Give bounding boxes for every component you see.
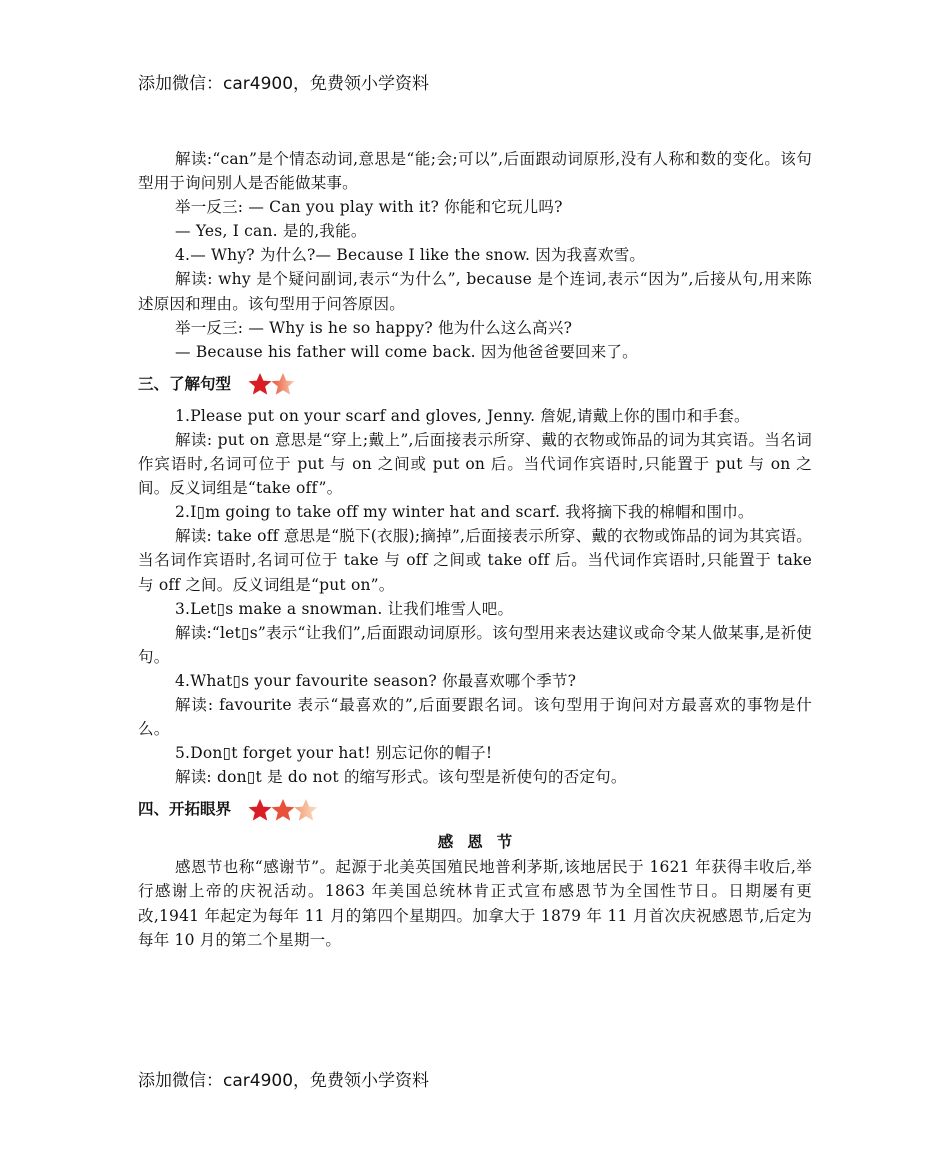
section-heading-label: 四、开拓眼界 xyxy=(138,800,232,819)
article-paragraph: 感恩节也称“感谢节”。起源于北美英国殖民地普利茅斯,该地居民于 1621 年获得丰收后,举行感谢上帝的庆祝活动。1863 年美国总统林肯正式宣布感恩节为全国性节日。日期屡有更改,1941 年起定为每年 11 月的第四个星期四。加拿大于 1879 年 11 月首次庆祝感恩节,后定为每年 10 月的第二个星期一。 xyxy=(138,858,812,949)
paragraph: 解读: put on 意思是“穿上;戴上”,后面接表示所穿、戴的衣物或饰品的词为其宾语。当名词作宾语时,名词可位于 put 与 on 之间或 put on 后。当代词作宾语时,只能置于 put 与 on 之间。反义词组是“take off”。 xyxy=(138,430,812,498)
paragraph: 2.I▯m going to take off my winter hat and scarf. 我将摘下我的棉帽和围巾。 xyxy=(175,503,754,522)
paragraph: 解读: don▯t 是 do not 的缩写形式。该句型是祈使句的否定句。 xyxy=(175,768,627,787)
difficulty-stars xyxy=(247,798,316,822)
paragraph: 解读:“can”是个情态动词,意思是“能;会;可以”,后面跟动词原形,没有人称和数的变化。该句型用于询问别人是否能做某事。 xyxy=(138,150,812,193)
paragraph: — Yes, I can. 是的,我能。 xyxy=(175,222,367,241)
difficulty-stars xyxy=(247,372,293,396)
paragraph: 4.What▯s your favourite season? 你最喜欢哪个季节? xyxy=(175,671,577,690)
paragraph: 3.Let▯s make a snowman. 让我们堆雪人吧。 xyxy=(175,599,514,618)
paragraph: 解读: favourite 表示“最喜欢的”,后面要跟名词。该句型用于询问对方最喜欢的事物是什么。 xyxy=(138,695,812,739)
header-watermark-text: 添加微信：car4900，免费领小学资料 xyxy=(138,74,430,94)
star-faded-icon xyxy=(293,798,319,822)
article-title: 感恩节 xyxy=(437,833,527,852)
paragraph: 举一反三: — Can you play with it? 你能和它玩儿吗? xyxy=(175,198,563,217)
section-heading-label: 三、了解句型 xyxy=(138,374,232,393)
section-heading xyxy=(138,793,812,826)
document-body xyxy=(138,147,812,952)
paragraph: 1.Please put on your scarf and gloves, Jenny. 詹妮,请戴上你的围巾和手套。 xyxy=(175,406,750,425)
paragraph: — Because his father will come back. 因为他爸爸要回来了。 xyxy=(175,342,638,361)
paragraph: 4.— Why? 为什么?— Because I like the snow. 因为我喜欢雪。 xyxy=(175,246,646,265)
paragraph: 解读:“let▯s”表示“让我们”,后面跟动词原形。该句型用来表达建议或命令某人做某事,是祈使句。 xyxy=(138,623,812,666)
footer-watermark-text: 添加微信：car4900，免费领小学资料 xyxy=(138,1071,430,1091)
star-faded-icon xyxy=(270,372,296,396)
paragraph: 解读: why 是个疑问副词,表示“为什么”, because 是个连词,表示“因为”,后接从句,用来陈述原因和理由。该句型用于问答原因。 xyxy=(138,270,812,313)
paragraph: 5.Don▯t forget your hat! 别忘记你的帽子! xyxy=(175,744,493,763)
paragraph: 解读: take off 意思是“脱下(衣服);摘掉”,后面接表示所穿、戴的衣物或饰品的词为其宾语。当名词作宾语时,名词可位于 take 与 off 之间或 take off 后。当代词作宾语时,只能置于 take 与 off 之间。反义词组是“put on”。 xyxy=(138,527,812,594)
paragraph: 举一反三: — Why is he so happy? 他为什么这么高兴? xyxy=(175,318,573,337)
section-heading xyxy=(138,368,812,401)
